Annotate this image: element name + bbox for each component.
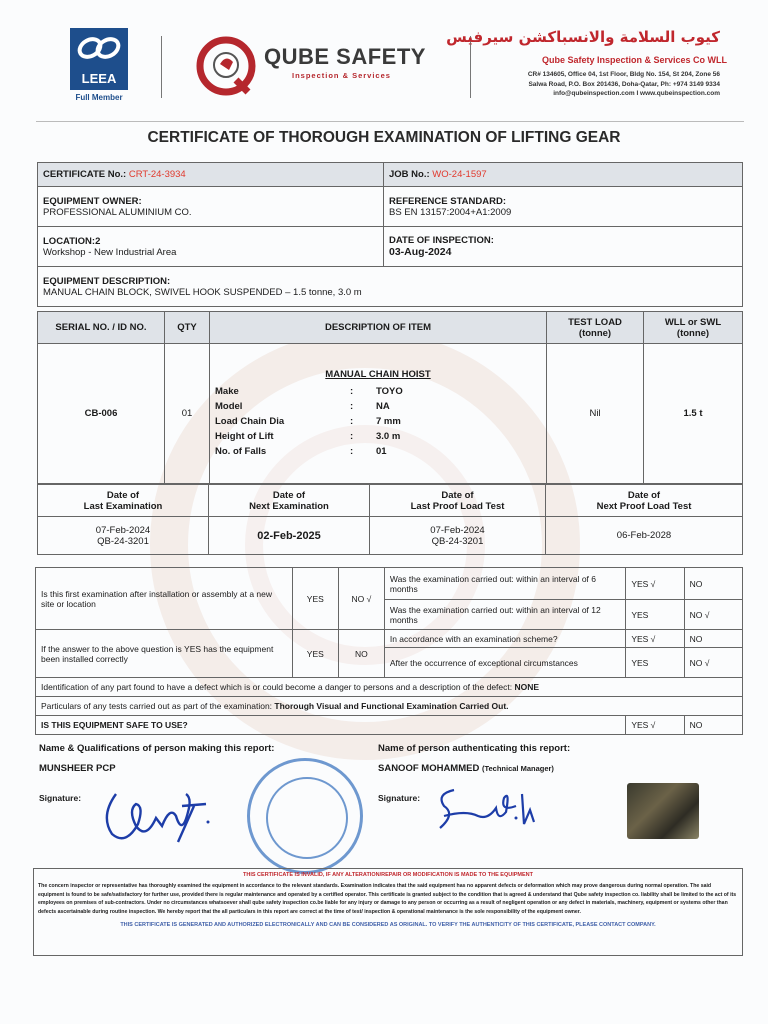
q2-no: NO bbox=[338, 630, 384, 678]
spec-row: No. of Falls : 01 bbox=[215, 445, 387, 457]
question-installed-correctly: If the answer to the above question is YES has the equipment been installed correctly bbox=[36, 630, 293, 678]
owner-cell: EQUIPMENT OWNER: PROFESSIONAL ALUMINIUM CO. bbox=[38, 187, 384, 227]
next-exam-value: 02-Feb-2025 bbox=[209, 517, 370, 555]
header-divider bbox=[161, 36, 162, 98]
job-no: WO-24-1597 bbox=[432, 169, 487, 180]
item-description-cell bbox=[210, 344, 547, 484]
last-exam-value: 07-Feb-2024 QB-24-3201 bbox=[38, 517, 209, 555]
maker-name: MUNSHEER PCP bbox=[39, 763, 116, 774]
r4-yes: YES bbox=[626, 648, 684, 678]
question-exceptional: After the occurrence of exceptional circumstances bbox=[384, 648, 625, 678]
company-title: QUBE SAFETY bbox=[264, 44, 426, 69]
last-proof-header: Date of Last Proof Load Test bbox=[370, 485, 546, 517]
serial-value: CB-006 bbox=[38, 344, 165, 484]
serial-header: SERIAL NO. / ID NO. bbox=[38, 312, 165, 344]
r2-yes: YES bbox=[626, 600, 684, 630]
question-12-months: Was the examination carried out: within an interval of 12 months bbox=[384, 600, 625, 630]
item-table bbox=[37, 311, 743, 484]
standard-value: BS EN 13157:2004+A1:2009 bbox=[389, 206, 512, 218]
r3-no: NO bbox=[684, 630, 742, 648]
leea-logo bbox=[70, 28, 132, 106]
leea-label: LEEA bbox=[81, 71, 117, 86]
next-proof-value: 06-Feb-2028 bbox=[546, 517, 743, 555]
spec-row: Load Chain Dia : 7 mm bbox=[215, 415, 401, 427]
address-line-1: CR# 134605, Office 04, 1st Floor, Bldg No. 154, St 204, Zone 56 bbox=[527, 71, 720, 78]
safe-yes: YES √ bbox=[626, 716, 684, 735]
standard-cell: REFERENCE STANDARD: BS EN 13157:2004+A1:2009 bbox=[384, 187, 743, 227]
address-line-3: info@qubeinspection.com I www.qubeinspection.com bbox=[553, 90, 720, 97]
location-value: Workshop - New Industrial Area bbox=[43, 246, 177, 258]
q1-no: NO √ bbox=[338, 568, 384, 630]
test-load-header: TEST LOAD (tonne) bbox=[547, 312, 644, 344]
r1-no: NO bbox=[684, 568, 742, 600]
electronic-notice: THIS CERTIFICATE IS GENERATED AND AUTHORIZED ELECTRONICALLY AND CAN BE CONSIDERED AS ORIGINAL. TO VERIFY THE AUTHENTICITY OF THIS CERTIFICATE, PLEASE CONTACT COMPANY. bbox=[120, 922, 656, 928]
description-cell: EQUIPMENT DESCRIPTION: MANUAL CHAIN BLOCK, SWIVEL HOOK SUSPENDED – 1.5 tonne, 3.0 m bbox=[38, 267, 743, 307]
document-title: CERTIFICATE OF THOROUGH EXAMINATION OF LIFTING GEAR bbox=[147, 129, 621, 146]
invalid-notice: THIS CERTIFICATE IS INVALID, IF ANY ALTERATION/REPAIR OR MODIFICATION IS MADE TO THE EQUIPMENT bbox=[243, 872, 533, 878]
header-rule bbox=[36, 121, 744, 122]
r1-yes: YES √ bbox=[626, 568, 684, 600]
r2-no: NO √ bbox=[684, 600, 742, 630]
safe-question: IS THIS EQUIPMENT SAFE TO USE? bbox=[36, 716, 626, 735]
company-full-name: Qube Safety Inspection & Services Co WLL bbox=[541, 55, 727, 65]
company-stamp bbox=[247, 758, 363, 874]
wll-header: WLL or SWL (tonne) bbox=[644, 312, 743, 344]
authenticator-name-line: SANOOF MOHAMMED (Technical Manager) bbox=[378, 763, 554, 774]
next-proof-header: Date of Next Proof Load Test bbox=[546, 485, 743, 517]
q1-yes: YES bbox=[292, 568, 338, 630]
address-line-2: Salwa Road, P.O. Box 201436, Doha-Qatar, Ph: +974 3149 9334 bbox=[528, 80, 720, 88]
spec-row: Height of Lift : 3.0 m bbox=[215, 430, 401, 442]
item-title: MANUAL CHAIN HOIST bbox=[325, 368, 431, 380]
company-subtitle: Inspection & Services bbox=[292, 71, 391, 80]
authenticator-signature-label: Signature: bbox=[378, 793, 421, 803]
chain-icon bbox=[76, 33, 122, 63]
last-exam-header: Date of Last Examination bbox=[38, 485, 209, 517]
leea-member-label: Full Member bbox=[75, 93, 123, 102]
dates-table bbox=[37, 484, 743, 555]
job-no-cell: JOB No.: WO-24-1597 bbox=[384, 163, 743, 187]
certificate-no-cell: CERTIFICATE No.: CRT-24-3934 bbox=[38, 163, 384, 187]
safe-no: NO bbox=[684, 716, 742, 735]
wll-value: 1.5 t bbox=[644, 344, 743, 484]
r3-yes: YES √ bbox=[626, 630, 684, 648]
authenticator-role: (Technical Manager) bbox=[481, 764, 554, 773]
authenticator-signature-icon bbox=[430, 776, 542, 840]
company-address bbox=[500, 70, 720, 99]
inspection-date: 03-Aug-2024 bbox=[389, 246, 452, 258]
owner-value: PROFESSIONAL ALUMINIUM CO. bbox=[43, 206, 192, 218]
authenticator-label: Name of person authenticating this report: bbox=[378, 743, 571, 754]
q2-yes: YES bbox=[292, 630, 338, 678]
last-proof-value: 07-Feb-2024 QB-24-3201 bbox=[370, 517, 546, 555]
spec-table bbox=[215, 384, 403, 459]
next-exam-header: Date of Next Examination bbox=[209, 485, 370, 517]
terms-text: The concern inspector or representative has thoroughly examined the equipment in accordance to the relevant standards. Examination indicates that the said equipment has no apparent defects or deformation which may prove dangerous during normal operation. The said equipment is found to be safe/satisfactory for further use, provided there is regular maintenance and operated by a certified operator. This certificate is granted subject to the condition that is agreed & understand that Qube safety inspection co. liability shall be limited to the act of its employees on premises of sub-contractors. Under no circumstances whatsoever shall qube safety inspection co.be liable for any injury or damage to any person or occurring as a result of negligent operation or any defect in materials, machinery, equipment or systems other than defects ascertainable during routine inspection. We hereby report that the all particulars in this report are correct at the time of test/ inspection & operational maintenance is the sole responsibility of the equipment owner. bbox=[38, 883, 737, 915]
hologram-seal bbox=[627, 783, 699, 839]
question-examination-scheme: In accordance with an examination scheme? bbox=[384, 630, 625, 648]
spec-row: Make : TOYO bbox=[215, 385, 403, 397]
qube-logo-icon bbox=[196, 36, 256, 96]
certificate-info-table bbox=[37, 162, 743, 307]
qty-value: 01 bbox=[165, 344, 210, 484]
certificate-no: CRT-24-3934 bbox=[128, 169, 186, 180]
maker-label: Name & Qualifications of person making this report: bbox=[39, 743, 275, 754]
location-cell: LOCATION:2 Workshop - New Industrial Area bbox=[38, 227, 384, 267]
test-load-value: Nil bbox=[547, 344, 644, 484]
spec-row: Model : NA bbox=[215, 400, 390, 412]
maker-signature-label: Signature: bbox=[39, 793, 82, 803]
description-value: MANUAL CHAIN BLOCK, SWIVEL HOOK SUSPENDED – 1.5 tonne, 3.0 m bbox=[43, 286, 362, 298]
arabic-company-name: كيوب السلامة والانسباكشن سيرفيس bbox=[446, 28, 720, 46]
defect-row: Identification of any part found to have a defect which is or could become a danger to persons and a description of the defect: NONE bbox=[36, 678, 743, 697]
defect-value: NONE bbox=[514, 682, 540, 692]
tests-row: Particulars of any tests carried out as part of the examination: Thorough Visual and Functional Examination Carried Out. bbox=[36, 697, 743, 716]
questions-table bbox=[35, 567, 743, 735]
r4-no: NO √ bbox=[684, 648, 742, 678]
question-first-exam: Is this first examination after installation or assembly at a new site or location bbox=[36, 568, 293, 630]
question-6-months: Was the examination carried out: within an interval of 6 months bbox=[384, 568, 625, 600]
description-header: DESCRIPTION OF ITEM bbox=[210, 312, 547, 344]
qty-header: QTY bbox=[165, 312, 210, 344]
terms-box bbox=[33, 868, 743, 956]
maker-signature-icon bbox=[98, 776, 216, 852]
inspection-date-cell: DATE OF INSPECTION: 03-Aug-2024 bbox=[384, 227, 743, 267]
tests-value: Thorough Visual and Functional Examination Carried Out. bbox=[274, 701, 509, 711]
